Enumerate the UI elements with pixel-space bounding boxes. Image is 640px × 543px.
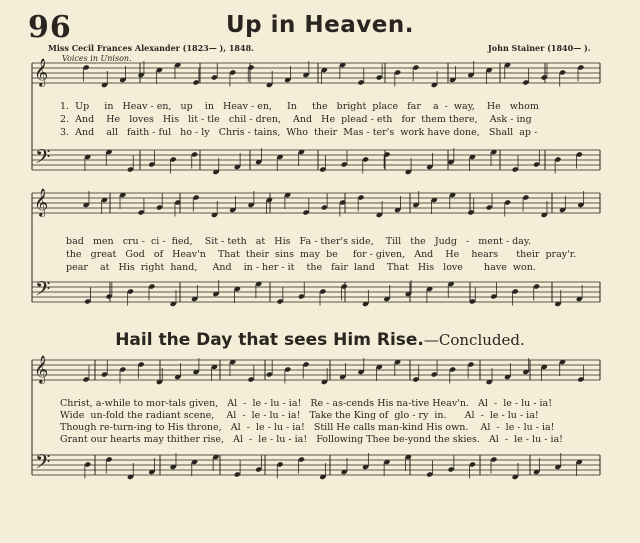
treble-clef: 𝄞 xyxy=(34,58,49,86)
stanza-line-1: Christ, a-while to mor-tals given, Al - le - lu - ia! Re - as-cends His na-tive Heav'n. Al - le - lu - ia! xyxy=(60,398,553,409)
bass-clef: 𝄢 xyxy=(35,145,51,173)
treble-clef: 𝄞 xyxy=(34,355,49,383)
bass-clef: 𝄢 xyxy=(35,277,51,305)
section-title-main: Hail the Day that sees Him Rise. xyxy=(115,330,424,350)
treble-staff xyxy=(32,360,600,380)
section-title xyxy=(0,330,640,350)
hymn-number: 96 xyxy=(28,10,72,45)
stanza-line-4: Grant our hearts may thither rise, Al - le - lu - ia! Following Thee be-yond the skies. Al - le - lu - ia! xyxy=(60,434,563,445)
stanza-line-3: Though re-turn-ing to His throne, Al - le - lu - ia! Still He calls man-kind His own. Al - le - lu - ia! xyxy=(60,422,555,433)
treble-staff xyxy=(32,193,600,213)
bass-clef: 𝄢 xyxy=(35,450,51,478)
voices-note: Voices in Unison. xyxy=(62,54,132,63)
bass-staff xyxy=(32,150,600,170)
verse-1-line-2: bad men cru - ci - fied, Sit - teth at His Fa - ther's side, Till the Judg - ment - day. xyxy=(66,236,531,247)
treble-staff xyxy=(32,63,600,83)
author-credit: Miss Cecil Frances Alexander (1823— ), 1848. xyxy=(48,43,254,53)
stanza-line-2: Wide un-fold the radiant scene, Al - le - lu - ia! Take the King of glo - ry in. Al - le - lu - ia! xyxy=(60,410,539,421)
verse-3-line-1: 3. And all faith - ful ho - ly Chris - tains, Who their Mas - ter's work have done, Shall ap - xyxy=(60,127,538,138)
bass-staff xyxy=(32,455,600,475)
section-title-suffix: —Concluded. xyxy=(423,331,525,349)
verse-2-line-2: the great God of Heav'n That their sins may be for - given, And He hears their pray'r. xyxy=(66,249,577,260)
verse-3-line-2: pear at His right hand, And in - her - it the fair land That His love have won. xyxy=(66,262,536,273)
verse-2-line-1: 2. And He loves His lit - tle chil - dren, And He plead - eth for them there, Ask - ing xyxy=(60,114,532,125)
composer-credit: John Stainer (1840— ). xyxy=(488,43,591,53)
hymn-title: Up in Heaven. xyxy=(226,12,414,38)
verse-1-line-1: 1. Up in Heav - en, up in Heav - en, In the bright place far a - way, He whom xyxy=(60,101,539,112)
treble-clef: 𝄞 xyxy=(34,188,49,216)
